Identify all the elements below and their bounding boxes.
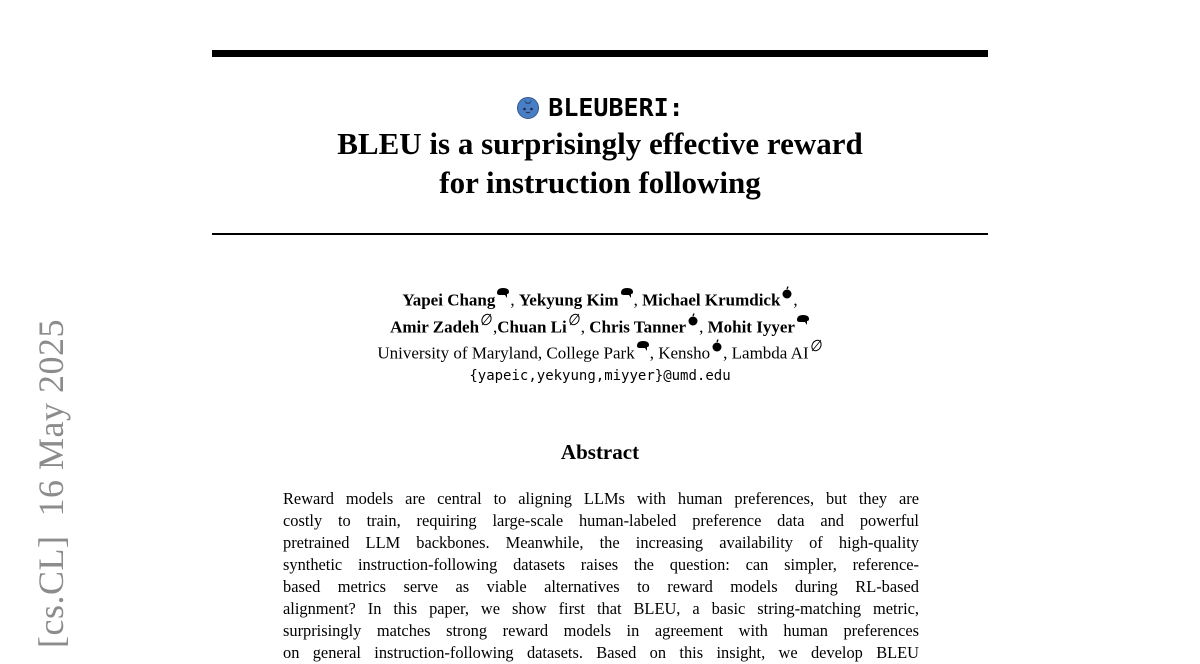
abstract-heading: Abstract	[560, 440, 640, 464]
title-line-1: BLEU is a surprisingly effective reward	[337, 126, 863, 161]
abstract-line: alignment? In this paper, we show first that BLEU, a basic string-matching metric,	[283, 599, 919, 618]
lambda-icon	[480, 313, 493, 326]
author-name: Amir Zadeh	[390, 317, 480, 337]
abstract-line: Reward models are central to aligning LLMs with human preferences, but they are	[283, 489, 919, 508]
title-top-rule	[212, 50, 988, 57]
kensho-icon	[687, 313, 699, 326]
arxiv-side-stamp	[30, 319, 72, 648]
lambda-icon	[568, 313, 581, 326]
kensho-icon	[781, 286, 793, 299]
author-name: Mohit Iyyer	[707, 317, 795, 337]
umd-icon	[620, 287, 634, 299]
title-logo-line	[212, 90, 988, 124]
title-line-2: for instruction following	[439, 165, 761, 200]
author-name: Yapei Chang	[402, 290, 496, 310]
blueberry-icon	[516, 95, 540, 119]
umd-icon	[636, 340, 650, 352]
author-name: Yekyung Kim	[518, 290, 619, 310]
abstract-line: pretrained LLM backbones. Meanwhile, the increasing availability of high-quality	[283, 533, 919, 552]
author-line-2: Amir Zadeh ,Chuan Li , Chris Tanner , Mohit Iyyer	[212, 313, 988, 340]
arxiv-date: 16 May 2025	[31, 319, 71, 517]
paper-title	[212, 90, 988, 202]
umd-icon	[496, 287, 510, 299]
author-email[interactable]: {yapeic,yekyung,miyyer}@umd.edu	[469, 367, 731, 384]
author-name: Chris Tanner	[589, 317, 687, 337]
author-block	[212, 286, 988, 386]
abstract-line: surprisingly matches strong reward models in agreement with human preferences	[283, 621, 919, 640]
title-bottom-rule	[212, 233, 988, 235]
kensho-icon	[711, 339, 723, 352]
abstract-line: on general instruction-following datasets. Based on this insight, we develop BLEU	[283, 643, 919, 662]
umd-icon	[796, 314, 810, 326]
abstract-line: based metrics serve as viable alternatives to reward models during RL-based	[283, 577, 919, 596]
author-line-1: Yapei Chang , Yekyung Kim , Michael Krumdick ,	[212, 286, 988, 313]
affiliation-line: University of Maryland, College Park , Kensho , Lambda AI	[212, 339, 988, 366]
abstract-line: costly to train, requiring large-scale human-labeled preference data and powerful	[283, 511, 919, 530]
author-name: Chuan Li	[497, 317, 567, 337]
lambda-icon	[810, 339, 823, 352]
title-acronym: BLEUBERI:	[548, 92, 684, 122]
abstract-body	[283, 488, 919, 664]
arxiv-category: [cs.CL]	[31, 535, 71, 648]
abstract-line: synthetic instruction-following datasets raises the question: can simpler, reference-	[283, 555, 919, 574]
author-name: Michael Krumdick	[642, 290, 781, 310]
